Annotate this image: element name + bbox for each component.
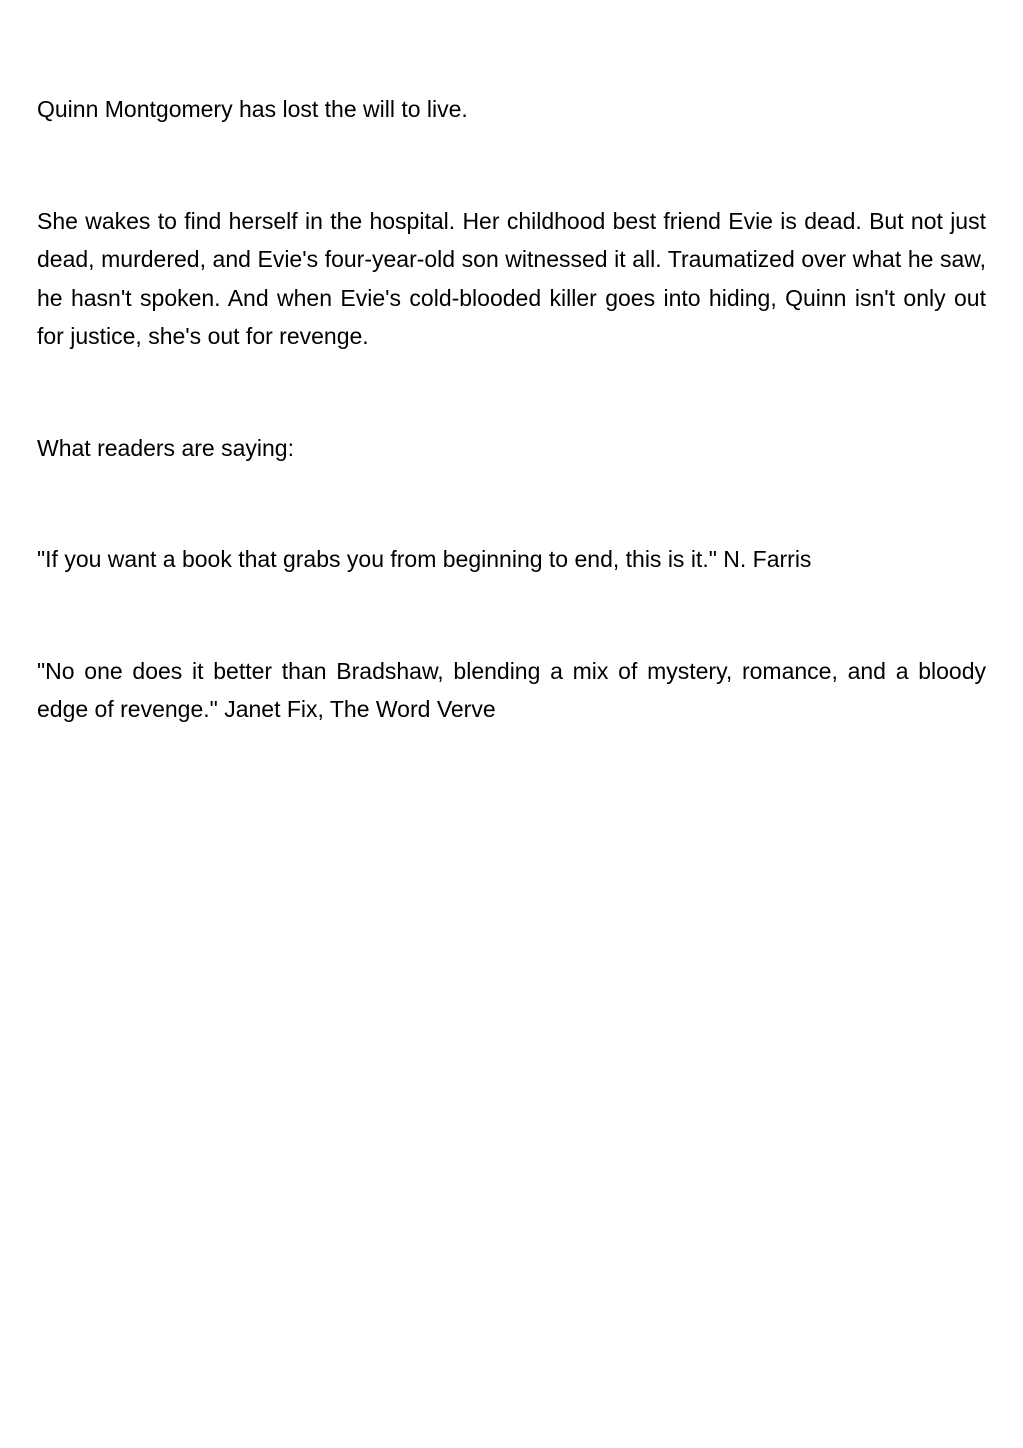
review-quote-fix: "No one does it better than Bradshaw, blending a mix of mystery, romance, and a bloody edge of revenge." Janet Fix, The Word Verve bbox=[37, 657, 986, 722]
intro-paragraph: Quinn Montgomery has lost the will to live. bbox=[37, 96, 468, 122]
document-body bbox=[37, 90, 986, 729]
reviews-heading: What readers are saying: bbox=[37, 434, 294, 461]
review-quote-farris: "If you want a book that grabs you from beginning to end, this is it." N. Farris bbox=[37, 546, 812, 572]
synopsis-paragraph: She wakes to find herself in the hospital. Her childhood best friend Evie is dead. But not just dead, murdered, and Evie's four-year-old son witnessed it all. Traumatized over what he saw, he hasn't spoken. And when Evie's cold-blooded killer goes into hiding, Quinn isn't only out for justice, she's out for revenge. bbox=[37, 207, 986, 349]
